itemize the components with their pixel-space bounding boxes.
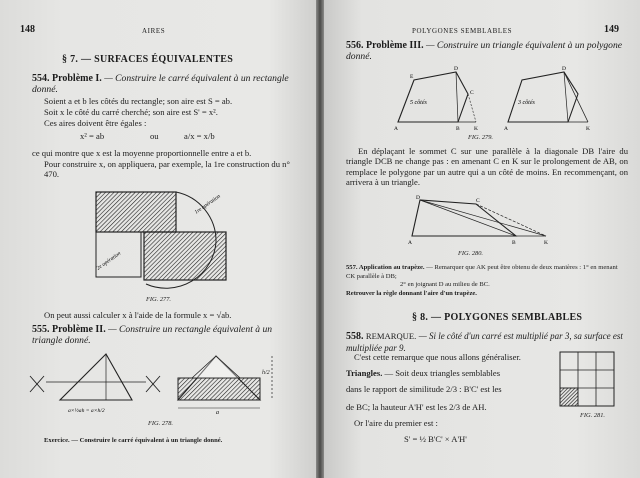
application-text-2: 2° en joignant D au milieu de BC. (400, 281, 490, 288)
running-head-right: POLYGONES SEMBLABLES (412, 27, 513, 35)
problem-1-line-5: Pour construire x, on appliquera, par exemple, la 1re construction du n° 470. (44, 159, 290, 180)
figure-277 (86, 186, 246, 296)
v-k-left: K (474, 126, 478, 132)
problem-2-title (32, 324, 304, 346)
equation-ratio: a/x = x/b (184, 131, 215, 141)
triangles-line-4: Or l'aire du premier est : (354, 418, 438, 428)
figure-278 (28, 352, 290, 418)
equivalent-square (144, 232, 226, 280)
equation-x2-ab: x² = ab (80, 131, 105, 141)
label-3-cotes: 3 côtés (518, 100, 535, 106)
triangles-line-1 (346, 368, 546, 378)
problem-1-line-4: ce qui montre que x est la moyenne proportionnelle entre a et b. (32, 148, 252, 158)
caption-fig-279: FIG. 279. (468, 134, 494, 141)
v-a-280: A (408, 240, 412, 246)
caption-fig-277: FIG. 277. (146, 296, 172, 303)
triangles-ratio-1: 2/3 (446, 384, 457, 394)
caption-fig-280: FIG. 280. (458, 250, 484, 257)
trapezoid (412, 200, 516, 236)
application-title: 557. Application au trapèze. (346, 264, 425, 271)
triangles-text-3b: de AH. (462, 402, 487, 412)
application-trapeze (346, 264, 628, 281)
application-text-1: — Remarquer que AK peut être obtenu de deux manières : 1° en menant CK parallèle à DB; (346, 264, 618, 280)
figure-279 (384, 64, 614, 134)
caption-fig-281: FIG. 281. (580, 412, 606, 419)
v-c-280: C (476, 198, 480, 204)
v-b-280: B (512, 240, 516, 246)
triangles-label: Triangles. (346, 368, 383, 378)
problem-1-number: 554. Problème I. (32, 73, 102, 84)
v-d-left: D (454, 66, 458, 72)
application-text-3: Retrouver la règle donnant l'aire d'un trapèze. (346, 290, 477, 297)
triangles-text-1: — Soit deux triangles semblables (384, 368, 501, 378)
remark-statement: — Si le côté d'un carré est multiplié par 3, sa surface est multipliée par 9. (346, 331, 623, 353)
label-first-operation: 1re opération (193, 193, 222, 216)
problem-2-number: 555. Problème II. (32, 324, 106, 335)
triangles-line-3 (346, 402, 550, 412)
exercise-text: Exercice. — Construire le carré équivalent à un triangle donné. (44, 437, 223, 444)
base-a-label: a (216, 410, 219, 416)
caption-fig-278: FIG. 278. (148, 420, 174, 427)
v-d-280: D (416, 195, 420, 201)
rectangle-ab (96, 192, 176, 232)
area-formula: S' = ½ B'C' × A'H' (404, 434, 467, 444)
remark-label: REMARQUE. (365, 331, 417, 341)
figure-280 (406, 192, 556, 248)
triangles-text-2b: : B'C' est les (459, 384, 502, 394)
problem-1-statement: — Construire le carré équivalent à un rectangle donné. (32, 73, 289, 95)
grid-3x3 (560, 352, 614, 406)
triangles-ratio-2: 2/3 (449, 402, 461, 412)
section-heading-8: § 8. — POLYGONES SEMBLABLES (412, 312, 583, 323)
figure-281 (556, 350, 620, 408)
running-head-left: AIRES (142, 27, 166, 35)
problem-1-line-3: Ces aires doivent être égales : (44, 118, 147, 128)
page-number-left: 148 (20, 24, 35, 35)
problem-1-title (32, 73, 302, 95)
problem-3-statement: — Construire un triangle équivalent à un polygone donné. (346, 40, 623, 62)
remark-number: 558. (346, 331, 364, 342)
label-second-operation: 2e opération (95, 250, 123, 272)
problem-1-line-2: Soit x le côté du carré cherché; son aire est S' = x². (44, 107, 218, 117)
remark-line: C'est cette remarque que nous allons généraliser. (354, 352, 521, 362)
problem-3-number: 556. Problème III. (346, 40, 424, 51)
problem-3-title (346, 40, 628, 62)
v-a-right: A (504, 126, 508, 132)
half-h-text: h/2 (262, 370, 270, 376)
v-c-left: C (470, 90, 474, 96)
section-heading-7: § 7. — SURFACES ÉQUIVALENTES (62, 54, 234, 65)
v-a-left: A (394, 126, 398, 132)
triangles-text-3a: de BC; la hauteur A'H' est les (346, 402, 447, 412)
right-page (324, 0, 640, 478)
paragraph-parallel: En déplaçant le sommet C sur une parallèle à la diagonale DB l'aire du triangle DCB ne change pas : en amenant C en K sur le prolongement de AB, on remplace le polygone par un autre qui a un côté de moins. En recommençant, on arrivera à un triangle. (346, 146, 628, 188)
triangles-line-2 (346, 384, 546, 394)
v-k-280: K (544, 240, 548, 246)
problem-2-statement: — Construire un rectangle équivalent à un triangle donné. (32, 324, 273, 346)
calc-line: On peut aussi calculer x à l'aide de la formule x = √ab. (44, 310, 232, 320)
equation-ou: ou (150, 131, 159, 141)
triangles-text-2a: dans le rapport de similitude (346, 384, 444, 394)
page-number-right: 149 (604, 24, 619, 35)
v-d-right: D (562, 66, 566, 72)
unit-square-hatched (560, 388, 578, 406)
v-e-left: E (410, 74, 414, 80)
fig-278-formula: a×½ah = a×h/2 (68, 408, 105, 414)
v-k-right: K (586, 126, 590, 132)
v-b-left: B (456, 126, 460, 132)
triangle-given (60, 354, 132, 400)
book-gutter (316, 0, 324, 478)
label-5-cotes: 5 côtés (410, 100, 427, 106)
problem-1-line-1: Soient a et b les côtés du rectangle; son aire est S = ab. (44, 96, 233, 106)
left-page (0, 0, 316, 478)
